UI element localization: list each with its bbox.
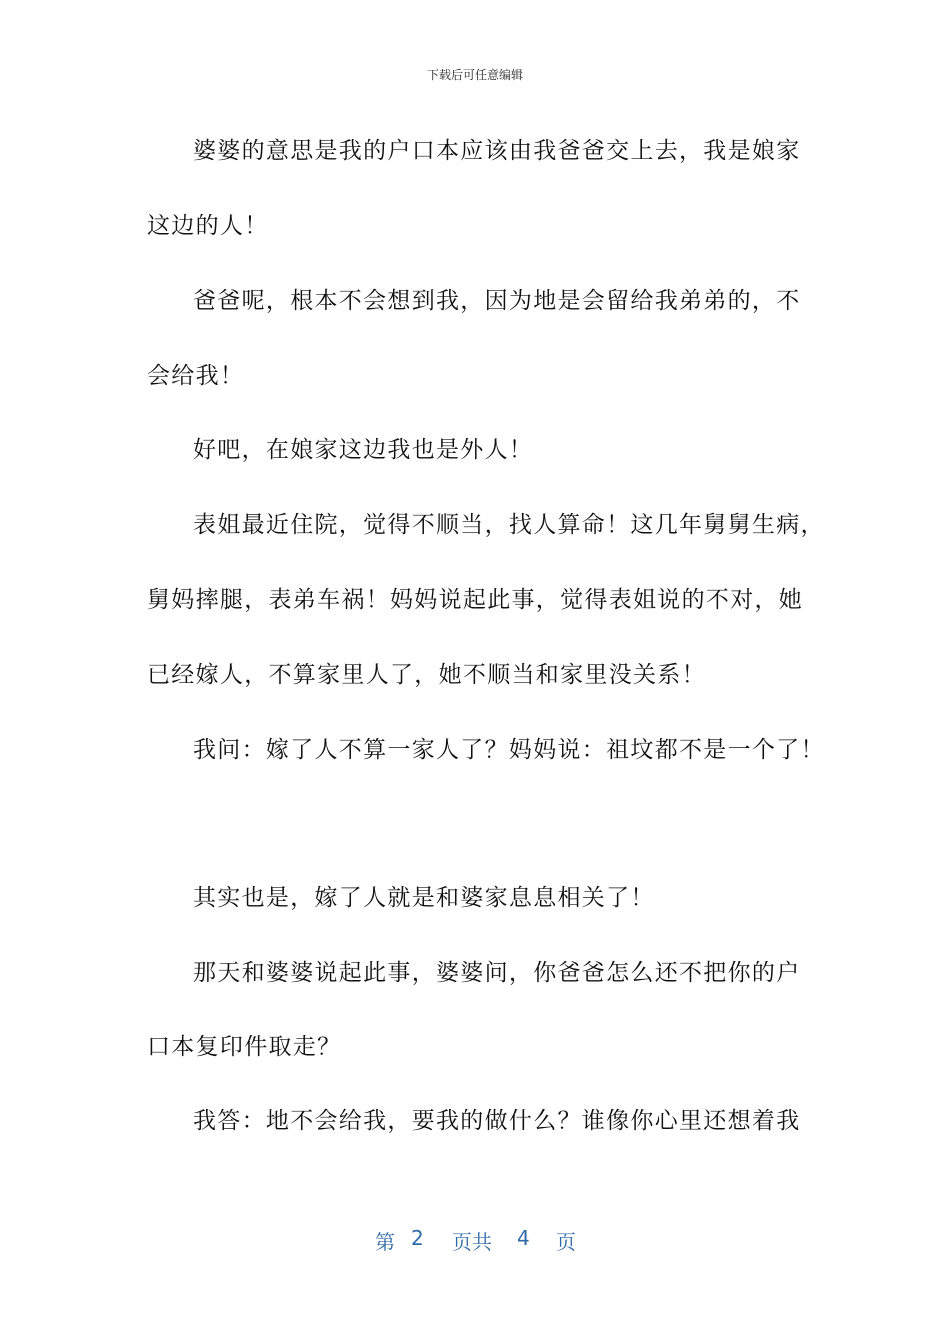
text-line: 婆婆的意思是我的户口本应该由我爸爸交上去，我是娘家 [193,138,801,164]
footer-middle: 页共 [452,1230,492,1254]
text-line: 爸爸呢，根本不会想到我，因为地是会留给我弟弟的，不 [193,288,801,314]
text-line: 好吧，在娘家这边我也是外人！ [193,437,534,463]
text-line: 那天和婆婆说起此事，婆婆问，你爸爸怎么还不把你的户 [193,960,801,986]
text-line: 口本复印件取走？ [147,1034,342,1060]
page-header: 下载后可任意编辑 [426,68,523,82]
text-line: 其实也是，嫁了人就是和婆家息息相关了！ [193,885,655,911]
current-page-number: 2 [411,1226,424,1250]
text-line: 舅妈摔腿，表弟车祸！妈妈说起此事，觉得表姐说的不对，她 [147,587,804,613]
footer-prefix: 第 [375,1230,395,1254]
text-line: 会给我！ [147,363,245,389]
text-line: 表姐最近住院，觉得不顺当，找人算命！这几年舅舅生病， [193,512,825,538]
text-line: 这边的人！ [147,213,269,239]
footer-suffix: 页 [556,1230,576,1254]
total-pages-number: 4 [517,1226,530,1250]
text-line: 已经嫁人，不算家里人了，她不顺当和家里没关系！ [147,662,706,688]
text-line: 我问：嫁了人不算一家人了？妈妈说：祖坟都不是一个了！ [193,737,825,763]
text-line: 我答：地不会给我，要我的做什么？谁像你心里还想着我 [193,1108,801,1134]
